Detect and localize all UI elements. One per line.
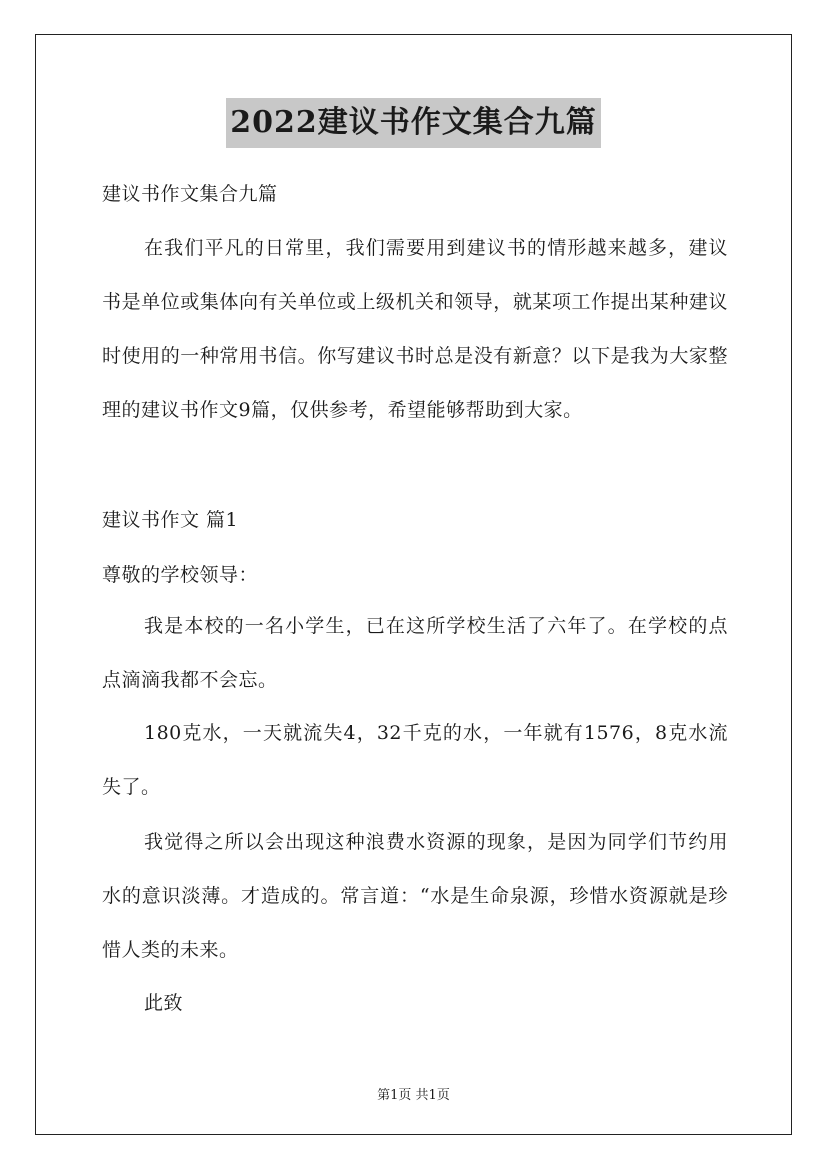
closing: 此致: [144, 992, 184, 1014]
document-subtitle: 建议书作文集合九篇: [102, 183, 278, 205]
paragraph-2: 180克水，一天就流失4，32千克的水，一年就有1576，8克水流失了。: [102, 722, 728, 798]
section-heading: 建议书作文 篇1: [102, 509, 239, 531]
paragraph-3: 我觉得之所以会出现这种浪费水资源的现象，是因为同学们节约用水的意识淡薄。才造成的。常言道：“水是生命泉源，珍惜水资源就是珍惜人类的未来。: [102, 831, 728, 961]
intro-paragraph: 在我们平凡的日常里，我们需要用到建议书的情形越来越多，建议书是单位或集体向有关单位或上级机关和领导，就某项工作提出某种建议时使用的一种常用书信。你写建议书时总是没有新意？以下是我为大家整理的建议书作文9篇，仅供参考，希望能够帮助到大家。: [102, 237, 728, 421]
document-title: 2022建议书作文集合九篇: [226, 98, 601, 148]
title-container: [0, 98, 827, 148]
page-footer: 第1页 共1页: [377, 1088, 450, 1103]
salutation: 尊敬的学校领导：: [102, 564, 259, 586]
paragraph-1: 我是本校的一名小学生，已在这所学校生活了六年了。在学校的点点滴滴我都不会忘。: [102, 615, 728, 691]
